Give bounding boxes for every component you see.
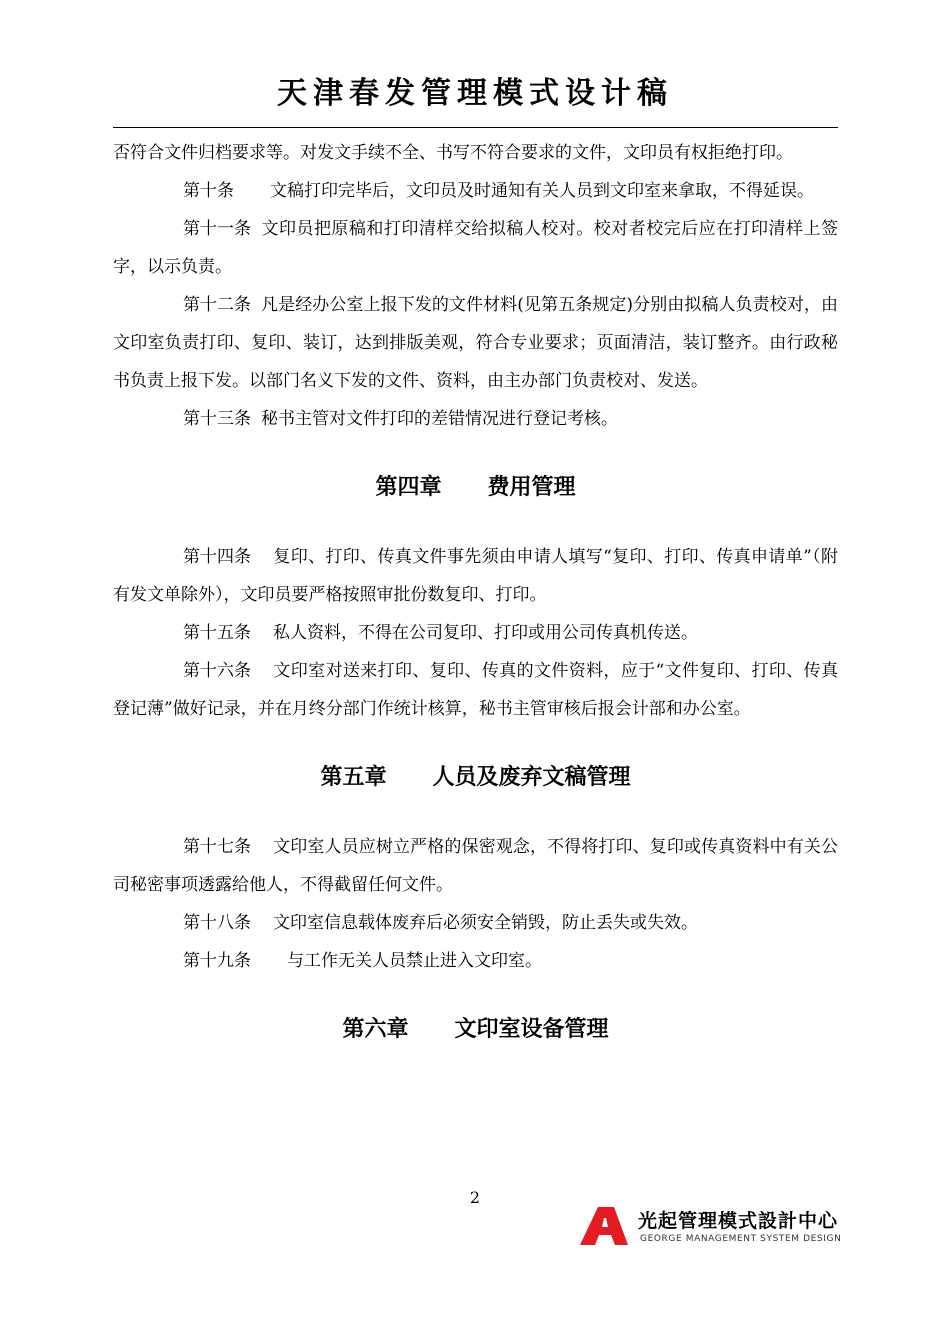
chapter-heading-5 <box>113 758 838 798</box>
chapter-title: 人员及废弃文稿管理 <box>432 765 631 790</box>
chapter-number: 第四章 <box>375 475 442 500</box>
article-11 <box>113 210 838 286</box>
company-logo <box>578 1206 840 1250</box>
article-text: 与工作无关人员禁止进入文印室。 <box>287 951 542 971</box>
article-label: 第十九条 <box>183 951 251 971</box>
logo-chinese-name: 光起管理模式設計中心 <box>638 1210 839 1232</box>
article-19 <box>113 942 838 980</box>
article-text: 凡是经办公室上报下发的文件材料(见第五条规定)分别由拟稿人负责校对，由文印室负责打印、复印、装订，达到排版美观，符合专业要求；页面清洁，装订整齐。由行政秘书负责上报下发。以部门名义下发的文件、资料，由主办部门负责校对、发送。 <box>113 295 838 391</box>
article-text: 私人资料，不得在公司复印、打印或用公司传真机传送。 <box>273 623 698 643</box>
article-label: 第十五条 <box>183 623 251 643</box>
article-text: 文印室人员应树立严格的保密观念，不得将打印、复印或传真资料中有关公司秘密事项透露给他人，不得截留任何文件。 <box>113 837 838 895</box>
article-text: 文印室对送来打印、复印、传真的文件资料，应于“文件复印、打印、传真登记薄”做好记录，并在月终分部门作统计核算，秘书主管审核后报会计部和办公室。 <box>113 661 838 719</box>
chapter-title: 费用管理 <box>487 475 576 500</box>
chapter-number: 第六章 <box>342 1017 409 1042</box>
paragraph-text: 否符合文件归档要求等。对发文手续不全、书写不符合要求的文件，文印员有权拒绝打印。 <box>113 143 793 163</box>
article-text: 复印、打印、传真文件事先须由申请人填写“复印、打印、传真申请单”（附有发文单除外），文印员要严格按照审批份数复印、打印。 <box>113 547 838 605</box>
article-18 <box>113 904 838 942</box>
article-13 <box>113 400 838 438</box>
chapter-heading-6 <box>113 1010 838 1050</box>
article-text: 文印室信息载体废弃后必须安全销毁，防止丢失或失效。 <box>273 913 698 933</box>
article-label: 第十四条 <box>183 547 251 567</box>
article-16 <box>113 652 838 728</box>
document-body <box>113 134 838 1080</box>
paragraph-continued <box>113 134 838 172</box>
article-label: 第十七条 <box>183 837 251 857</box>
article-label: 第十三条 <box>183 409 251 429</box>
logo-english-name: GEORGE MANAGEMENT SYSTEM DESIGN <box>640 1234 842 1244</box>
chapter-title: 文印室设备管理 <box>454 1017 609 1042</box>
article-15 <box>113 614 838 652</box>
article-10 <box>113 172 838 210</box>
chapter-number: 第五章 <box>320 765 387 790</box>
header-divider <box>113 127 838 128</box>
article-12 <box>113 286 838 400</box>
article-label: 第十八条 <box>183 913 251 933</box>
article-label: 第十六条 <box>183 661 251 681</box>
chapter-heading-4 <box>113 468 838 508</box>
logo-a-mark-icon <box>578 1206 630 1246</box>
article-label: 第十条 <box>183 181 234 201</box>
article-text: 文印员把原稿和打印清样交给拟稿人校对。校对者校完后应在打印清样上签字，以示负责。 <box>113 219 838 277</box>
article-label: 第十一条 <box>183 219 251 239</box>
page-number: 2 <box>469 1188 481 1207</box>
article-text: 秘书主管对文件打印的差错情况进行登记考核。 <box>261 409 618 429</box>
article-text: 文稿打印完毕后，文印员及时通知有关人员到文印室来拿取，不得延误。 <box>270 181 814 201</box>
article-17 <box>113 828 838 904</box>
document-header-title: 天津春发管理模式设计稿 <box>277 76 673 111</box>
article-label: 第十二条 <box>183 295 251 315</box>
article-14 <box>113 538 838 614</box>
